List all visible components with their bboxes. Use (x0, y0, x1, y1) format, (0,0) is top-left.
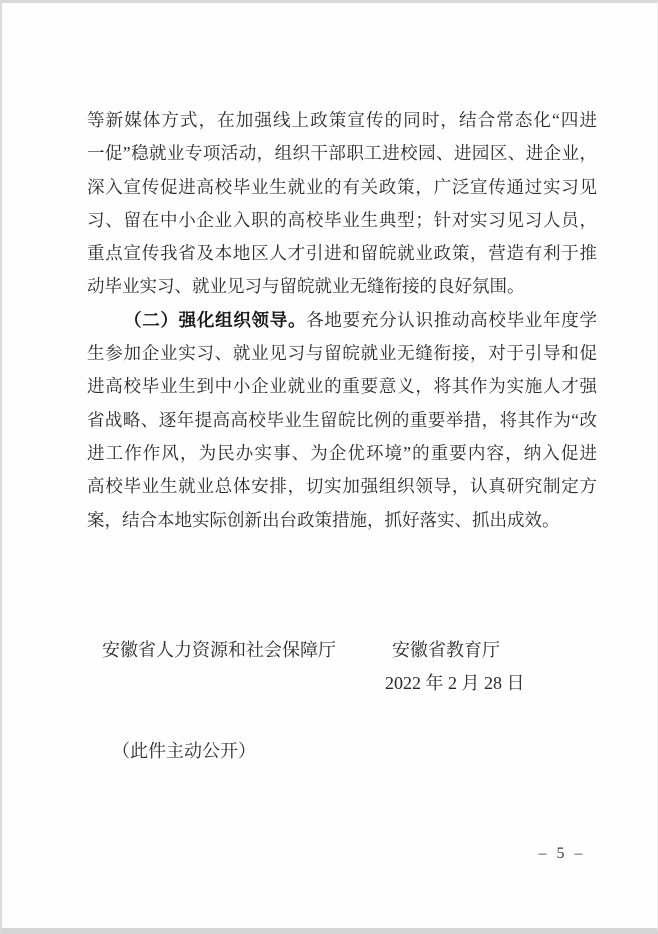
body-line: 省战略、逐年提高高校毕业生留皖比例的重要举措，将其作为“改 (87, 409, 597, 430)
body-line: 生参加企业实习、就业见习与留皖就业无缝衔接，对于引导和促 (87, 343, 597, 364)
signing-agency-right: 安徽省教育厅 (392, 640, 500, 660)
body-line-section-lead (87, 304, 597, 337)
body-line: 习、留在中小企业入职的高校毕业生典型；针对实习见习人员， (87, 209, 597, 230)
section-heading: （二）强化组织领导。 (124, 309, 307, 330)
page-number: – 5 – (538, 845, 586, 862)
body-line: 重点宣传我省及本地区人才引进和留皖就业政策，营造有利于推 (87, 243, 597, 264)
document-body (87, 104, 597, 537)
signing-agency-left: 安徽省人力资源和社会保障厅 (102, 640, 336, 660)
body-line: 等新媒体方式，在加强线上政策宣传的同时，结合常态化“四进 (87, 110, 597, 130)
body-line: 深入宣传促进高校毕业生就业的有关政策，广泛宣传通过实习见 (87, 176, 597, 197)
body-line: 进高校毕业生到中小企业就业的重要意义，将其作为实施人才强 (87, 376, 597, 397)
disclosure-note: （此件主动公开） (112, 741, 256, 761)
body-line: 进工作作风，为民办实事、为企优环境”的重要内容，纳入促进 (87, 442, 597, 463)
signature-date: 2022 年 2 月 28 日 (385, 673, 525, 693)
body-line-paragraph-end: 动毕业实习、就业见习与留皖就业无缝衔接的良好氛围。 (87, 276, 525, 297)
body-line: 一促”稳就业专项活动，组织干部职工进校园、进园区、进企业， (87, 143, 597, 164)
body-line-paragraph-end: 案，结合本地实际创新出台政策措施，抓好落实、抓出成效。 (87, 509, 560, 530)
section-lead-text: 各地要充分认识推动高校毕业年度学 (306, 309, 598, 330)
body-line: 高校毕业生就业总体安排，切实加强组织领导，认真研究制定方 (87, 476, 597, 497)
signature-row (87, 633, 597, 667)
